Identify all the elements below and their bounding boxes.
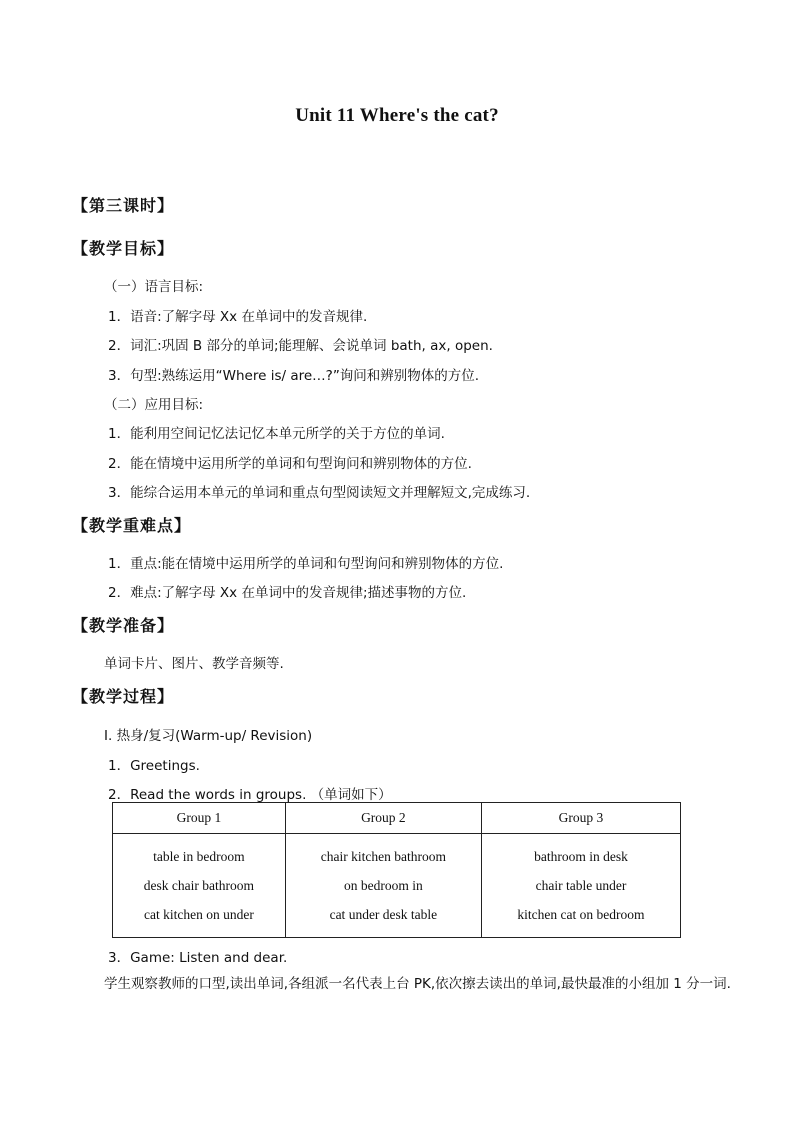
application-objective-item: 1．能利用空间记忆法记忆本单元所学的关于方位的单词.	[108, 426, 445, 442]
word-line: cat kitchen on under	[143, 907, 254, 922]
table-header-row	[113, 803, 681, 834]
word-line: kitchen cat on bedroom	[517, 907, 645, 922]
process-item: 1．Greetings.	[108, 758, 200, 774]
word-line: chair table under	[535, 878, 627, 893]
table-header-cell: Group 1	[113, 803, 286, 834]
preparation-text: 单词卡片、图片、教学音频等.	[104, 656, 284, 672]
process-item: 3．Game: Listen and dear.	[108, 950, 288, 966]
language-objective-item: 1．语音:了解字母 Xx 在单词中的发音规律.	[108, 309, 368, 325]
preparation-heading: 【教学准备】	[72, 616, 175, 635]
word-line: cat under desk table	[329, 907, 438, 922]
application-objectives-heading: （二）应用目标:	[104, 397, 204, 413]
word-line: on bedroom in	[344, 878, 423, 893]
key-point-item: 1．重点:能在情境中运用所学的单词和句型询问和辨别物体的方位.	[108, 556, 504, 572]
language-objectives-heading: （一）语言目标:	[104, 279, 204, 295]
word-line: bathroom in desk	[534, 849, 628, 864]
objectives-heading: 【教学目标】	[72, 239, 175, 258]
table-header-cell: Group 2	[285, 803, 481, 834]
table-cell-group-3	[481, 834, 680, 938]
document-title: Unit 11 Where's the cat?	[295, 105, 499, 126]
word-line: table in bedroom	[153, 849, 245, 864]
lesson-tag: 【第三课时】	[72, 196, 175, 215]
table-row	[113, 834, 681, 938]
process-heading: 【教学过程】	[72, 687, 175, 706]
word-line: chair kitchen bathroom	[320, 849, 446, 864]
word-groups-table	[112, 802, 681, 938]
game-description: 学生观察教师的口型,读出单词,各组派一名代表上台 PK,依次擦去读出的单词,最快最准的小组加 1 分一词.	[104, 976, 731, 992]
language-objective-item: 3．句型:熟练运用“Where is/ are…?”询问和辨别物体的方位.	[108, 368, 480, 384]
application-objective-item: 3．能综合运用本单元的单词和重点句型阅读短文并理解短文,完成练习.	[108, 485, 531, 501]
application-objective-item: 2．能在情境中运用所学的单词和句型询问和辨别物体的方位.	[108, 456, 472, 472]
table-cell-group-2	[285, 834, 481, 938]
key-point-item: 2．难点:了解字母 Xx 在单词中的发音规律;描述事物的方位.	[108, 585, 467, 601]
word-line: desk chair bathroom	[143, 878, 255, 893]
warmup-heading: I. 热身/复习(Warm-up/ Revision)	[104, 728, 313, 744]
process-item: 2．Read the words in groups. （单词如下）	[108, 787, 392, 803]
table-cell-group-1	[113, 834, 286, 938]
table-header-cell: Group 3	[481, 803, 680, 834]
key-points-heading: 【教学重难点】	[72, 516, 192, 535]
language-objective-item: 2．词汇:巩固 B 部分的单词;能理解、会说单词 bath, ax, open.	[108, 338, 493, 354]
